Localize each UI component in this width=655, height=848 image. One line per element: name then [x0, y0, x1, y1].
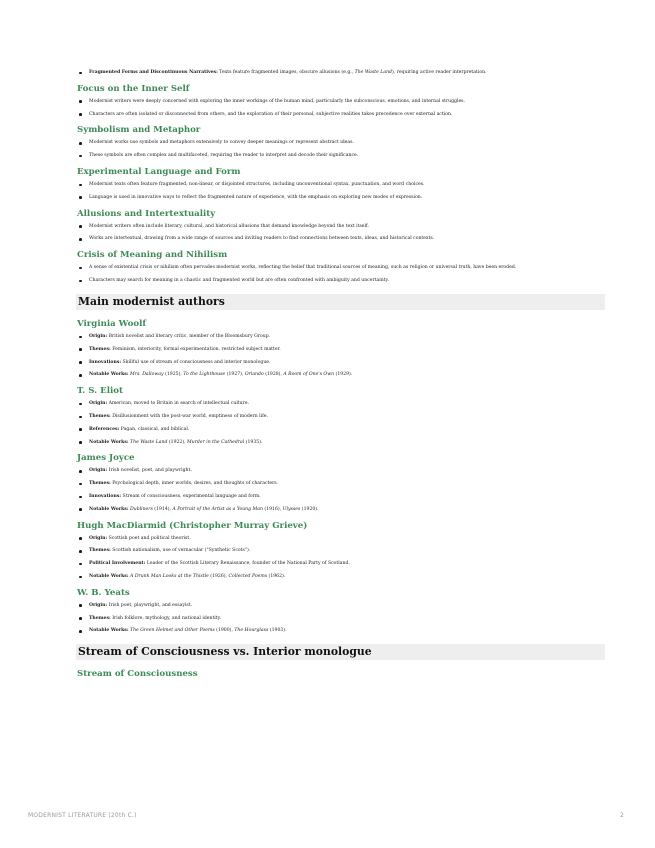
list-item: Language is used in innovative ways to reflect the fragmented nature of experience, with the emphasis on exploring new modes of expression.	[77, 195, 605, 201]
list-item: Modernist works use symbols and metaphors extensively to convey deeper meanings or represent abstract ideas.	[77, 140, 605, 146]
list-item: Notable Works: The Green Helmet and Other Poems (1900), The Hourglass (1903).	[77, 628, 605, 634]
heading-eliot: T. S. Eliot	[77, 386, 123, 397]
heading-allusions: Allusions and Intertextuality	[77, 208, 216, 219]
page-content	[77, 70, 605, 684]
fragmented-list	[77, 70, 605, 76]
list-item: Origin: Scottish poet and political theorist.	[77, 536, 605, 542]
list-item: Fragmented Forms and Discontinuous Narratives: Texts feature fragmented images, obscure allusions (e.g., The Waste Land), requiring active reader interpretation.	[77, 70, 605, 76]
list-item: Notable Works: The Waste Land (1922), Murder in the Cathedral (1935).	[77, 440, 605, 446]
experimental-list	[77, 182, 605, 201]
list-item: Origin: Irish novelist, poet, and playwright.	[77, 468, 605, 474]
section-heading-authors: Main modernist authors	[76, 294, 605, 310]
list-item: Origin: American, moved to Britain in search of intellectual culture.	[77, 401, 605, 407]
eliot-list	[77, 401, 605, 445]
list-item: Works are intertextual, drawing from a wide range of sources and inviting readers to find connections between texts, ideas, and historical contexts.	[77, 236, 605, 242]
list-item: Themes: Psychological depth, inner worlds, desires, and thoughts of characters.	[77, 481, 605, 487]
list-item: Themes: Disillusionment with the post-war world, emptiness of modern life.	[77, 414, 605, 420]
list-item: Modernist writers often include literary, cultural, and historical allusions that demand knowledge beyond the text itself.	[77, 224, 605, 230]
list-item: Notable Works: Dubliners (1914), A Portrait of the Artist as a Young Man (1916), Ulysses (1920).	[77, 507, 605, 513]
list-item: Modernist texts often feature fragmented, non-linear, or disjointed structures, including unconventional syntax, punctuation, and word choices.	[77, 182, 605, 188]
allusions-list	[77, 224, 605, 243]
list-item: Origin: British novelist and literary critic, member of the Bloomsbury Group.	[77, 334, 605, 340]
heading-macdiarmid: Hugh MacDiarmid (Christopher Murray Grieve)	[77, 520, 308, 531]
list-item: Themes: Irish folklore, mythology, and national identity.	[77, 616, 605, 622]
macdiarmid-list	[77, 536, 605, 580]
symbolism-list	[77, 140, 605, 159]
list-item: Notable Works: A Drunk Man Looks at the Thistle (1926), Collected Poems (1962).	[77, 574, 605, 580]
heading-crisis: Crisis of Meaning and Nihilism	[77, 250, 228, 261]
heading-woolf: Virginia Woolf	[77, 318, 147, 329]
yeats-list	[77, 603, 605, 635]
list-item: Characters are often isolated or disconnected from others, and the exploration of their personal, subjective realities takes precedence over external action.	[77, 112, 605, 118]
list-item: These symbols are often complex and multifaceted, requiring the reader to interpret and decode their significance.	[77, 153, 605, 159]
heading-experimental: Experimental Language and Form	[77, 166, 241, 177]
list-item: Modernist writers were deeply concerned with exploring the inner workings of the human mind, particularly the subconscious, emotions, and internal struggles.	[77, 99, 605, 105]
joyce-list	[77, 468, 605, 512]
woolf-list	[77, 334, 605, 378]
list-item: Innovations: Skillful use of stream of consciousness and interior monologue.	[77, 360, 605, 366]
heading-symbolism: Symbolism and Metaphor	[77, 125, 201, 136]
list-item: Political Involvement: Leader of the Scottish Literary Renaissance, founder of the National Party of Scotland.	[77, 561, 605, 567]
heading-yeats: W. B. Yeats	[77, 587, 130, 598]
section-heading-stream: Stream of Consciousness vs. Interior monologue	[76, 644, 605, 660]
page-number: 2	[620, 812, 624, 819]
crisis-list	[77, 265, 605, 284]
list-item: Notable Works: Mrs. Dalloway (1925), To the Lighthouse (1927), Orlando (1928), A Room of One's Own (1929).	[77, 372, 605, 378]
list-item: Themes: Feminism, interiority, formal experimentation, restricted subject matter.	[77, 347, 605, 353]
heading-inner-self: Focus on the Inner Self	[77, 83, 190, 94]
list-item: Innovations: Stream of consciousness, experimental language and form.	[77, 494, 605, 500]
footer-running-title: MODERNIST LITERATURE (20th C.)	[28, 812, 137, 819]
heading-joyce: James Joyce	[77, 453, 135, 464]
list-item: Themes: Scottish nationalism, use of vernacular ("Synthetic Scots").	[77, 548, 605, 554]
heading-stream-of-consciousness: Stream of Consciousness	[77, 669, 198, 680]
list-item: Origin: Irish poet, playwright, and essayist.	[77, 603, 605, 609]
inner-self-list	[77, 99, 605, 118]
list-item: Characters may search for meaning in a chaotic and fragmented world but are often confronted with ambiguity and uncertainty.	[77, 278, 605, 284]
list-item: A sense of existential crisis or nihilism often pervades modernist works, reflecting the belief that traditional sources of meaning, such as religion or universal truth, have been eroded.	[77, 265, 605, 271]
list-item: References: Pagan, classical, and biblical.	[77, 427, 605, 433]
